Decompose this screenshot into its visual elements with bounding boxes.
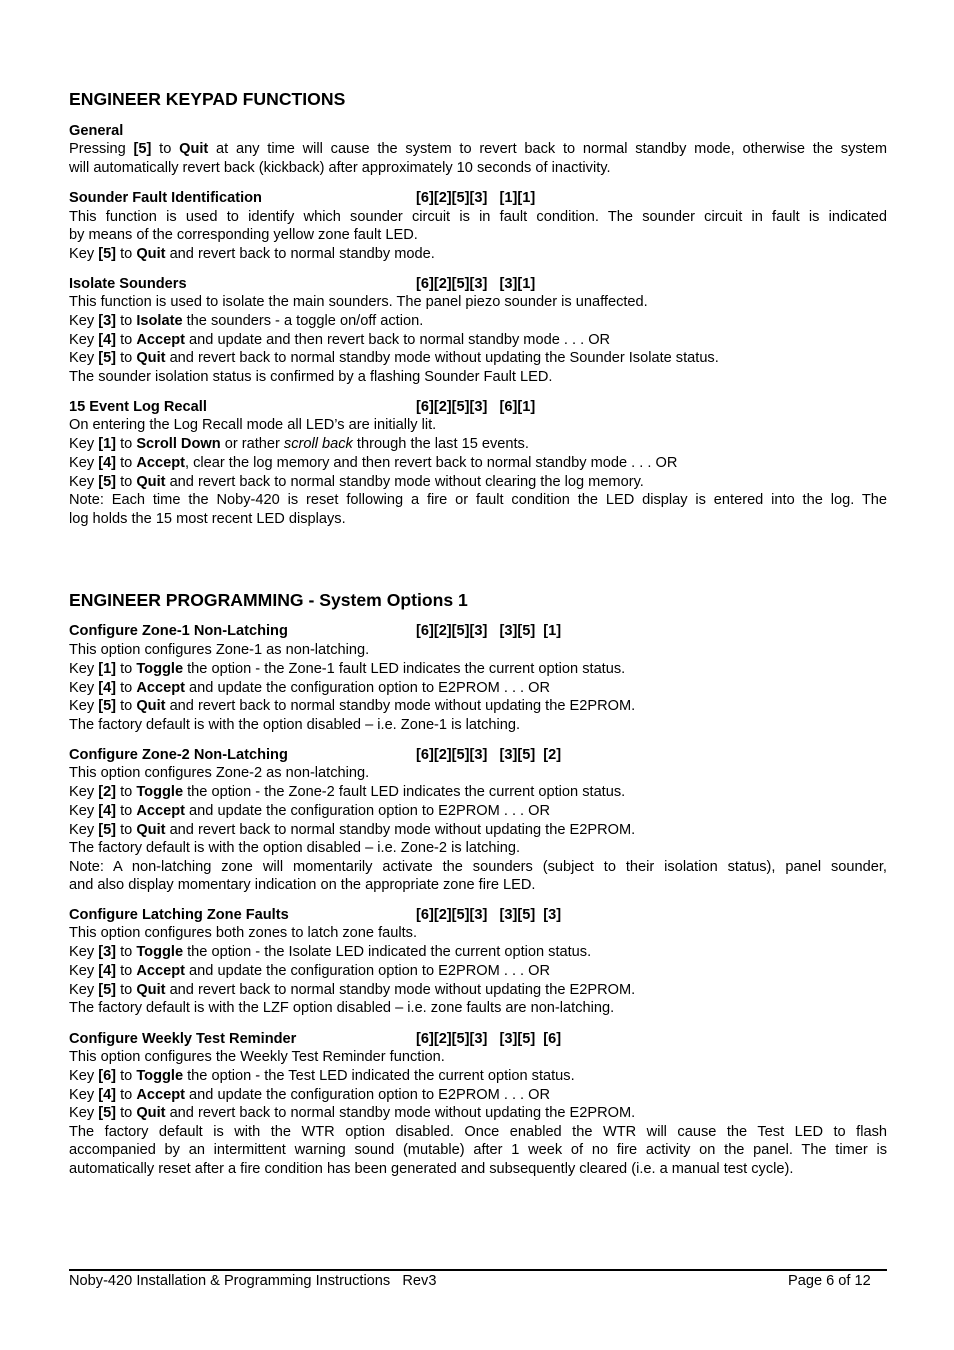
footer-rule	[69, 1269, 887, 1271]
zone1-line-4: Key [5] to Quit and revert back to normal standby mode without updating the E2PROM.	[69, 698, 636, 714]
isolate-line-2: Key [3] to Isolate the sounders - a toggle on/off action.	[69, 313, 424, 329]
sounder-fault-code: [6][2][5][3] [1][1]	[416, 190, 536, 206]
lzf-heading: Configure Latching Zone Faults	[69, 907, 289, 923]
wtr-code: [6][2][5][3] [3][5] [6]	[416, 1031, 562, 1047]
isolate-line-4: Key [5] to Quit and revert back to normal standby mode without updating the Sounder Isolate status.	[69, 350, 719, 366]
general-line-1: Pressing [5] to Quit at any time will cause the system to revert back to normal standby mode, otherwise the system	[69, 141, 887, 157]
zone2-line-4: Key [5] to Quit and revert back to normal standby mode without updating the E2PROM.	[69, 822, 636, 838]
sounder-fault-line-3: Key [5] to Quit and revert back to normal standby mode.	[69, 246, 435, 262]
general-line-2: will automatically revert back (kickback) after approximately 10 seconds of inactivity.	[69, 160, 611, 176]
zone1-line-3: Key [4] to Accept and update the configuration option to E2PROM . . . OR	[69, 680, 551, 696]
log-line-1: On entering the Log Recall mode all LED’s are initially lit.	[69, 417, 437, 433]
isolate-line-3: Key [4] to Accept and update and then revert back to normal standby mode . . . OR	[69, 332, 611, 348]
isolate-code: [6][2][5][3] [3][1]	[416, 276, 536, 292]
zone2-line-1: This option configures Zone-2 as non-latching.	[69, 765, 370, 781]
zone1-line-5: The factory default is with the option disabled – i.e. Zone-1 is latching.	[69, 717, 521, 733]
zone2-line-7: and also display momentary indication on the appropriate zone fire LED.	[69, 877, 536, 893]
log-line-5: Note: Each time the Noby-420 is reset following a fire or fault condition the LED display is entered into the log. The	[69, 492, 887, 508]
wtr-line-7: automatically reset after a fire condition has been generated and subsequently cleared (i.e. a manual test cycle).	[69, 1161, 794, 1177]
lzf-line-1: This option configures both zones to latch zone faults.	[69, 925, 418, 941]
zone2-line-6: Note: A non-latching zone will momentarily activate the sounders (subject to their isolation status), panel sounder,	[69, 859, 887, 875]
general-heading: General	[69, 123, 124, 139]
section-title-keypad: ENGINEER KEYPAD FUNCTIONS	[69, 89, 346, 109]
section-title-programming: ENGINEER PROGRAMMING - System Options 1	[69, 590, 468, 610]
sounder-fault-line-1: This function is used to identify which sounder circuit is in fault condition. The sounder circuit in fault is indicated	[69, 209, 887, 225]
wtr-line-1: This option configures the Weekly Test Reminder function.	[69, 1049, 445, 1065]
wtr-line-3: Key [4] to Accept and update the configuration option to E2PROM . . . OR	[69, 1087, 551, 1103]
lzf-line-2: Key [3] to Toggle the option - the Isolate LED indicated the current option status.	[69, 944, 592, 960]
log-line-3: Key [4] to Accept, clear the log memory and then revert back to normal standby mode . . . OR	[69, 455, 678, 471]
zone1-line-2: Key [1] to Toggle the option - the Zone-1 fault LED indicates the current option status.	[69, 661, 626, 677]
log-line-6: log holds the 15 most recent LED displays.	[69, 511, 346, 527]
lzf-code: [6][2][5][3] [3][5] [3]	[416, 907, 562, 923]
zone1-line-1: This option configures Zone-1 as non-latching.	[69, 642, 370, 658]
wtr-line-2: Key [6] to Toggle the option - the Test LED indicated the current option status.	[69, 1068, 575, 1084]
zone2-line-5: The factory default is with the option disabled – i.e. Zone-2 is latching.	[69, 840, 521, 856]
footer-page-number: Page 6 of 12	[788, 1273, 871, 1289]
zone1-code: [6][2][5][3] [3][5] [1]	[416, 623, 562, 639]
zone2-line-2: Key [2] to Toggle the option - the Zone-2 fault LED indicates the current option status.	[69, 784, 626, 800]
wtr-heading: Configure Weekly Test Reminder	[69, 1031, 297, 1047]
log-code: [6][2][5][3] [6][1]	[416, 399, 536, 415]
isolate-line-5: The sounder isolation status is confirmed by a flashing Sounder Fault LED.	[69, 369, 553, 385]
lzf-line-5: The factory default is with the LZF option disabled – i.e. zone faults are non-latching.	[69, 1000, 615, 1016]
wtr-line-5: The factory default is with the WTR option disabled. Once enabled the WTR will cause the Test LED to flash	[69, 1124, 887, 1140]
sounder-fault-line-2: by means of the corresponding yellow zone fault LED.	[69, 227, 418, 243]
zone2-heading: Configure Zone-2 Non-Latching	[69, 747, 288, 763]
lzf-line-3: Key [4] to Accept and update the configuration option to E2PROM . . . OR	[69, 963, 551, 979]
isolate-heading: Isolate Sounders	[69, 276, 187, 292]
footer-document-title: Noby-420 Installation & Programming Instructions Rev3	[69, 1273, 437, 1289]
zone1-heading: Configure Zone-1 Non-Latching	[69, 623, 288, 639]
log-line-4: Key [5] to Quit and revert back to normal standby mode without clearing the log memory.	[69, 474, 644, 490]
log-line-2: Key [1] to Scroll Down or rather scroll back through the last 15 events.	[69, 436, 529, 452]
wtr-line-6: accompanied by an intermittent warning sound (mutable) after 1 week of no fire activity on the panel. The timer is	[69, 1142, 887, 1158]
lzf-line-4: Key [5] to Quit and revert back to normal standby mode without updating the E2PROM.	[69, 982, 636, 998]
wtr-line-4: Key [5] to Quit and revert back to normal standby mode without updating the E2PROM.	[69, 1105, 636, 1121]
sounder-fault-heading: Sounder Fault Identification	[69, 190, 262, 206]
log-heading: 15 Event Log Recall	[69, 399, 207, 415]
isolate-line-1: This function is used to isolate the main sounders. The panel piezo sounder is unaffected.	[69, 294, 648, 310]
zone2-code: [6][2][5][3] [3][5] [2]	[416, 747, 562, 763]
zone2-line-3: Key [4] to Accept and update the configuration option to E2PROM . . . OR	[69, 803, 551, 819]
